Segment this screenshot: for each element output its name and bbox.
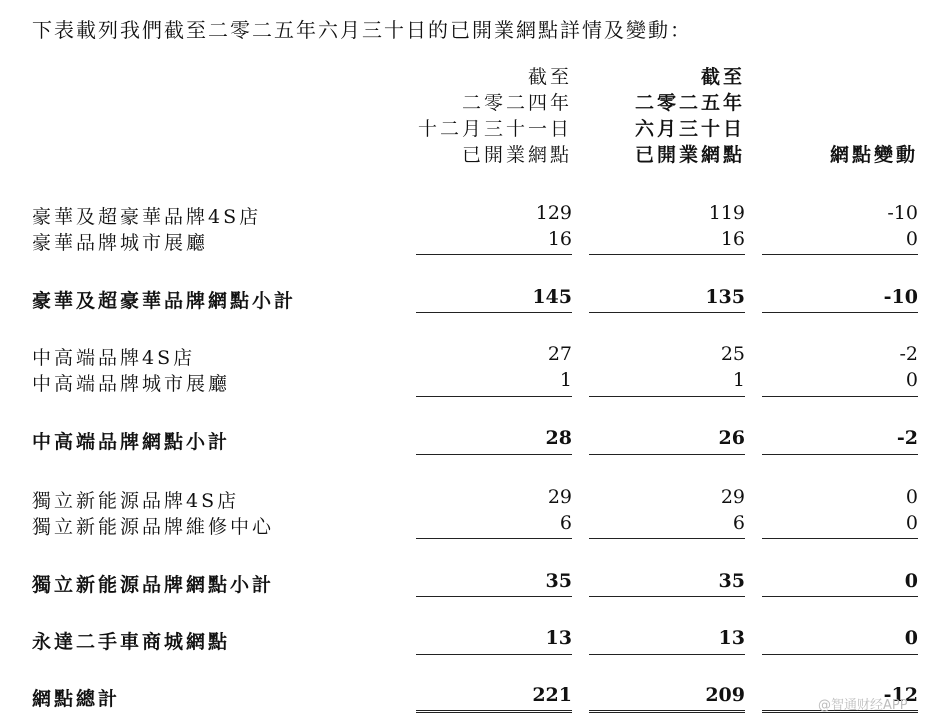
row-label: 豪華及超豪華品牌4S店 [32, 206, 262, 228]
table-row [0, 486, 936, 512]
row-label: 獨立新能源品牌網點小計 [32, 574, 275, 596]
value-2025: 13 [718, 627, 745, 649]
rule [416, 538, 572, 539]
value-change: -12 [883, 684, 918, 706]
value-2024: 13 [545, 627, 572, 649]
rule [416, 596, 572, 597]
value-2025: 16 [720, 228, 745, 250]
subtotal-row [0, 427, 936, 453]
row-label: 永達二手車商城網點 [32, 631, 231, 653]
rule [416, 396, 572, 397]
rule [416, 312, 572, 313]
value-change: 0 [904, 627, 918, 649]
rule [762, 254, 918, 255]
header-outlet-change [718, 64, 918, 168]
total-row [0, 684, 936, 710]
intro-text: 下表載列我們截至二零二五年六月三十日的已開業網點詳情及變動： [32, 18, 692, 42]
rule [416, 454, 572, 455]
value-2024: 221 [532, 684, 572, 706]
table-row [0, 512, 936, 538]
row-label: 中高端品牌網點小計 [32, 431, 231, 453]
value-2025: 26 [718, 427, 745, 449]
row-label: 中高端品牌城市展廳 [32, 373, 231, 395]
header-line: 已開業網點 [461, 144, 572, 166]
rule [762, 396, 918, 397]
value-2025: 1 [732, 369, 745, 391]
value-2025: 119 [708, 202, 745, 224]
header-2024-opened-outlets [372, 64, 572, 168]
header-line: 二零二四年 [461, 92, 572, 114]
rule [589, 254, 745, 255]
value-2025: 29 [720, 486, 745, 508]
row-label: 中高端品牌4S店 [32, 347, 196, 369]
value-2024: 29 [547, 486, 572, 508]
value-change: -2 [896, 427, 918, 449]
value-2025: 209 [705, 684, 745, 706]
value-change: 0 [905, 512, 918, 534]
value-2024: 129 [535, 202, 572, 224]
rule [589, 654, 745, 655]
header-line: 截至 [700, 66, 745, 88]
double-rule [416, 710, 572, 713]
table-row [0, 343, 936, 369]
rule [762, 654, 918, 655]
header-line: 六月三十日 [634, 118, 745, 140]
value-change: -10 [883, 286, 918, 308]
value-2025: 6 [732, 512, 745, 534]
row-label: 網點總計 [32, 688, 121, 710]
value-2024: 1 [559, 369, 572, 391]
row-label: 豪華品牌城市展廳 [32, 232, 209, 254]
table-row [0, 369, 936, 395]
row-label: 獨立新能源品牌維修中心 [32, 516, 275, 538]
header-line: 截至 [527, 66, 572, 88]
header-line: 已開業網點 [634, 144, 745, 166]
value-2024: 28 [545, 427, 572, 449]
watermark: @智通财经APP [818, 698, 908, 713]
subtotal-row [0, 286, 936, 312]
rule [589, 396, 745, 397]
value-2024: 16 [547, 228, 572, 250]
table-row [0, 202, 936, 228]
rule [416, 254, 572, 255]
table-row [0, 228, 936, 254]
value-change: -10 [887, 202, 918, 224]
value-2025: 25 [720, 343, 745, 365]
rule [762, 454, 918, 455]
rule [762, 312, 918, 313]
rule [589, 312, 745, 313]
header-line: 二零二五年 [634, 92, 745, 114]
value-change: 0 [905, 228, 918, 250]
value-2024: 35 [545, 570, 572, 592]
rule [589, 454, 745, 455]
value-2024: 27 [547, 343, 572, 365]
value-2024: 6 [559, 512, 572, 534]
subtotal-row [0, 627, 936, 653]
value-2025: 35 [718, 570, 745, 592]
double-rule [589, 710, 745, 713]
subtotal-row [0, 570, 936, 596]
value-change: -2 [899, 343, 918, 365]
header-line: 十二月三十一日 [417, 118, 572, 140]
value-change: 0 [905, 486, 918, 508]
header-2025-opened-outlets [545, 64, 745, 168]
rule [762, 596, 918, 597]
rule [589, 596, 745, 597]
row-label: 獨立新能源品牌4S店 [32, 490, 240, 512]
rule [762, 538, 918, 539]
value-2024: 145 [532, 286, 572, 308]
value-change: 0 [905, 369, 918, 391]
rule [589, 538, 745, 539]
value-2025: 135 [705, 286, 745, 308]
header-line: 網點變動 [829, 144, 918, 166]
row-label: 豪華及超豪華品牌網點小計 [32, 290, 297, 312]
rule [416, 654, 572, 655]
value-change: 0 [904, 570, 918, 592]
